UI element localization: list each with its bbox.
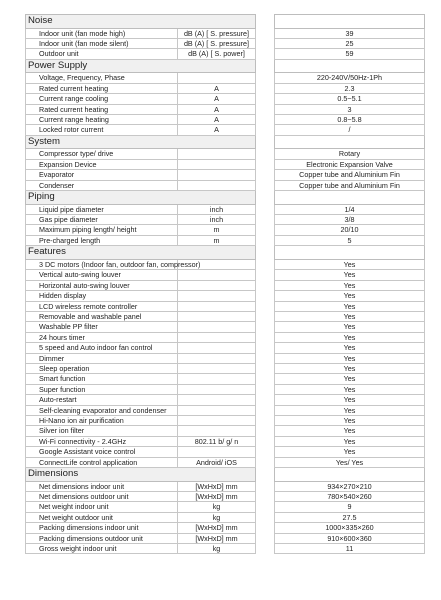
spec-value: Yes [275,374,425,384]
table-row [26,332,425,342]
spec-unit: dB (A) [ S. power] [178,49,256,59]
spec-value: Yes [275,405,425,415]
section-value-blank [275,15,425,29]
spec-unit: inch [178,204,256,214]
column-gap [256,28,275,38]
spec-name: Packing dimensions outdoor unit [26,533,178,543]
spec-unit [178,301,256,311]
section-header-system [26,135,425,149]
spec-unit: [WxHxD] mm [178,533,256,543]
spec-name: ConnectLife control application [26,457,178,467]
spec-value: Yes [275,436,425,446]
table-row [26,481,425,491]
spec-unit [178,73,256,83]
table-row [26,280,425,290]
table-row [26,353,425,363]
spec-name: Hi-Nano ion air purification [26,415,178,425]
column-gap [256,149,275,159]
column-gap [256,225,275,235]
table-row [26,405,425,415]
spec-unit: kg [178,544,256,554]
spec-name: Hidden display [26,291,178,301]
spec-unit [178,322,256,332]
spec-name: Vertical auto-swing louver [26,270,178,280]
spec-unit: [WxHxD] mm [178,523,256,533]
section-value-blank [275,135,425,149]
column-gap [256,523,275,533]
section-gap [256,468,275,482]
spec-unit [178,149,256,159]
spec-value: 20/10 [275,225,425,235]
column-gap [256,436,275,446]
table-row [26,115,425,125]
spec-name: Super function [26,384,178,394]
spec-value: 0.8~5.8 [275,115,425,125]
column-gap [256,374,275,384]
spec-value: 9 [275,502,425,512]
table-row [26,544,425,554]
spec-value: Yes [275,291,425,301]
column-gap [256,204,275,214]
spec-name: Indoor unit (fan mode silent) [26,39,178,49]
spec-name: Net dimensions outdoor unit [26,492,178,502]
spec-name: Rated current heating [26,83,178,93]
column-gap [256,544,275,554]
spec-name: Compressor type/ drive [26,149,178,159]
spec-name: Rated current heating [26,104,178,114]
table-row [26,395,425,405]
spec-unit [178,374,256,384]
spec-unit [178,395,256,405]
column-gap [256,363,275,373]
table-row [26,436,425,446]
column-gap [256,481,275,491]
section-title: Noise [26,15,256,29]
spec-unit: [WxHxD] mm [178,492,256,502]
spec-value: Yes/ Yes [275,457,425,467]
column-gap [256,447,275,457]
spec-value: 11 [275,544,425,554]
spec-name: Horizontal auto-swing louver [26,280,178,290]
spec-unit: dB (A) [ S. pressure] [178,28,256,38]
spec-value: 39 [275,28,425,38]
table-row [26,28,425,38]
spec-unit: 802.11 b/ g/ n [178,436,256,446]
column-gap [256,291,275,301]
section-value-blank [275,468,425,482]
table-row [26,159,425,169]
spec-unit [178,159,256,169]
table-row [26,301,425,311]
table-row [26,180,425,190]
column-gap [256,49,275,59]
table-row [26,73,425,83]
section-header-dimensions [26,468,425,482]
section-value-blank [275,191,425,205]
spec-unit: A [178,104,256,114]
table-row [26,502,425,512]
table-row [26,426,425,436]
table-row [26,104,425,114]
table-row [26,83,425,93]
spec-name: Dimmer [26,353,178,363]
section-gap [256,191,275,205]
spec-unit [178,280,256,290]
spec-name: Google Assistant voice control [26,447,178,457]
section-gap [256,15,275,29]
section-header-noise [26,15,425,29]
spec-value: 59 [275,49,425,59]
spec-unit [178,426,256,436]
column-gap [256,215,275,225]
column-gap [256,512,275,522]
column-gap [256,259,275,269]
section-title: Power Supply [26,59,256,73]
spec-value: 27.5 [275,512,425,522]
column-gap [256,332,275,342]
spec-value: Electronic Expansion Valve [275,159,425,169]
spec-value: Yes [275,311,425,321]
spec-value: Copper tube and Aluminium Fin [275,180,425,190]
spec-unit: A [178,83,256,93]
spec-value: Yes [275,280,425,290]
spec-unit [178,291,256,301]
spec-unit [178,353,256,363]
spec-unit [178,405,256,415]
spec-name: Self-cleaning evaporator and condenser [26,405,178,415]
spec-value: Yes [275,343,425,353]
column-gap [256,384,275,394]
column-gap [256,73,275,83]
column-gap [256,94,275,104]
spec-sheet [25,14,424,554]
spec-name: Liquid pipe diameter [26,204,178,214]
spec-unit [178,384,256,394]
table-row [26,259,425,269]
table-row [26,215,425,225]
section-header-features [26,246,425,260]
spec-name: Expansion Device [26,159,178,169]
table-row [26,235,425,245]
spec-value: Yes [275,447,425,457]
spec-value: Yes [275,301,425,311]
section-gap [256,135,275,149]
spec-value: Yes [275,426,425,436]
column-gap [256,159,275,169]
spec-value: 220-240V/50Hz-1Ph [275,73,425,83]
table-row [26,39,425,49]
spec-value: Yes [275,395,425,405]
spec-name: Packing dimensions indoor unit [26,523,178,533]
spec-value: 1000×335×260 [275,523,425,533]
table-row [26,311,425,321]
table-row [26,384,425,394]
column-gap [256,311,275,321]
table-row [26,363,425,373]
spec-name: 5 speed and Auto indoor fan control [26,343,178,353]
section-title: Piping [26,191,256,205]
spec-name: Current range cooling [26,94,178,104]
section-title: System [26,135,256,149]
section-gap [256,59,275,73]
spec-unit: kg [178,502,256,512]
spec-value: Rotary [275,149,425,159]
spec-name: Wi-Fi connectivity - 2.4GHz [26,436,178,446]
table-row [26,149,425,159]
spec-name: Gas pipe diameter [26,215,178,225]
column-gap [256,280,275,290]
spec-value: Yes [275,270,425,280]
spec-unit: m [178,225,256,235]
spec-name: Net weight indoor unit [26,502,178,512]
spec-value: 25 [275,39,425,49]
spec-value: 2.3 [275,83,425,93]
column-gap [256,353,275,363]
column-gap [256,125,275,135]
table-row [26,225,425,235]
spec-name: Voltage, Frequency, Phase [26,73,178,83]
column-gap [256,415,275,425]
spec-name: Indoor unit (fan mode high) [26,28,178,38]
table-row [26,204,425,214]
spec-unit: inch [178,215,256,225]
spec-unit [178,311,256,321]
spec-value: 910×600×360 [275,533,425,543]
spec-unit: A [178,94,256,104]
table-row [26,492,425,502]
spec-value: Yes [275,332,425,342]
section-header-piping [26,191,425,205]
spec-unit [178,343,256,353]
spec-name: Current range heating [26,115,178,125]
column-gap [256,39,275,49]
spec-name: Washable PP filter [26,322,178,332]
spec-name: Net dimensions indoor unit [26,481,178,491]
column-gap [256,104,275,114]
table-row [26,291,425,301]
spec-table [25,14,425,554]
column-gap [256,115,275,125]
table-row [26,49,425,59]
column-gap [256,502,275,512]
spec-unit: kg [178,512,256,522]
column-gap [256,426,275,436]
column-gap [256,322,275,332]
spec-unit: Android/ iOS [178,457,256,467]
section-title: Dimensions [26,468,256,482]
spec-unit [178,332,256,342]
spec-value: / [275,125,425,135]
column-gap [256,180,275,190]
section-header-power-supply [26,59,425,73]
spec-value: 780×540×260 [275,492,425,502]
spec-unit [178,170,256,180]
table-row [26,94,425,104]
spec-unit [178,447,256,457]
table-row [26,343,425,353]
spec-value: Yes [275,363,425,373]
table-row [26,533,425,543]
column-gap [256,405,275,415]
spec-unit: A [178,115,256,125]
section-value-blank [275,59,425,73]
table-row [26,374,425,384]
spec-name: Locked rotor current [26,125,178,135]
column-gap [256,395,275,405]
spec-unit [178,180,256,190]
spec-name: Sleep operation [26,363,178,373]
spec-value: Yes [275,384,425,394]
spec-value: 3/8 [275,215,425,225]
spec-unit: A [178,125,256,135]
section-gap [256,246,275,260]
spec-value: 934×270×210 [275,481,425,491]
spec-name: 24 hours timer [26,332,178,342]
spec-value: Yes [275,415,425,425]
table-row [26,457,425,467]
spec-name: Pre-charged length [26,235,178,245]
spec-table-body [26,15,425,554]
spec-unit: dB (A) [ S. pressure] [178,39,256,49]
spec-value: Yes [275,322,425,332]
column-gap [256,83,275,93]
spec-name: Evaporator [26,170,178,180]
column-gap [256,343,275,353]
table-row [26,523,425,533]
spec-name: Maximum piping length/ height [26,225,178,235]
spec-value: 5 [275,235,425,245]
spec-name: Outdoor unit [26,49,178,59]
spec-value: 3 [275,104,425,114]
spec-unit [178,415,256,425]
spec-name: Smart function [26,374,178,384]
table-row [26,447,425,457]
spec-value: 1/4 [275,204,425,214]
column-gap [256,170,275,180]
spec-name: 3 DC motors (Indoor fan, outdoor fan, compressor) [26,259,178,269]
spec-unit [178,363,256,373]
table-row [26,270,425,280]
spec-value: 0.5~5.1 [275,94,425,104]
spec-name: Condenser [26,180,178,190]
column-gap [256,301,275,311]
column-gap [256,235,275,245]
column-gap [256,492,275,502]
table-row [26,415,425,425]
table-row [26,170,425,180]
column-gap [256,457,275,467]
section-title: Features [26,246,256,260]
spec-name: Gross weight indoor unit [26,544,178,554]
table-row [26,125,425,135]
section-value-blank [275,246,425,260]
spec-unit [178,270,256,280]
spec-name: LCD wireless remote controller [26,301,178,311]
spec-value: Yes [275,259,425,269]
spec-value: Yes [275,353,425,363]
spec-name: Net weight outdoor unit [26,512,178,522]
table-row [26,512,425,522]
column-gap [256,533,275,543]
spec-unit: m [178,235,256,245]
spec-value: Copper tube and Aluminium Fin [275,170,425,180]
spec-unit: [WxHxD] mm [178,481,256,491]
column-gap [256,270,275,280]
spec-name: Removable and washable panel [26,311,178,321]
spec-name: Auto-restart [26,395,178,405]
spec-name: Silver ion filter [26,426,178,436]
table-row [26,322,425,332]
